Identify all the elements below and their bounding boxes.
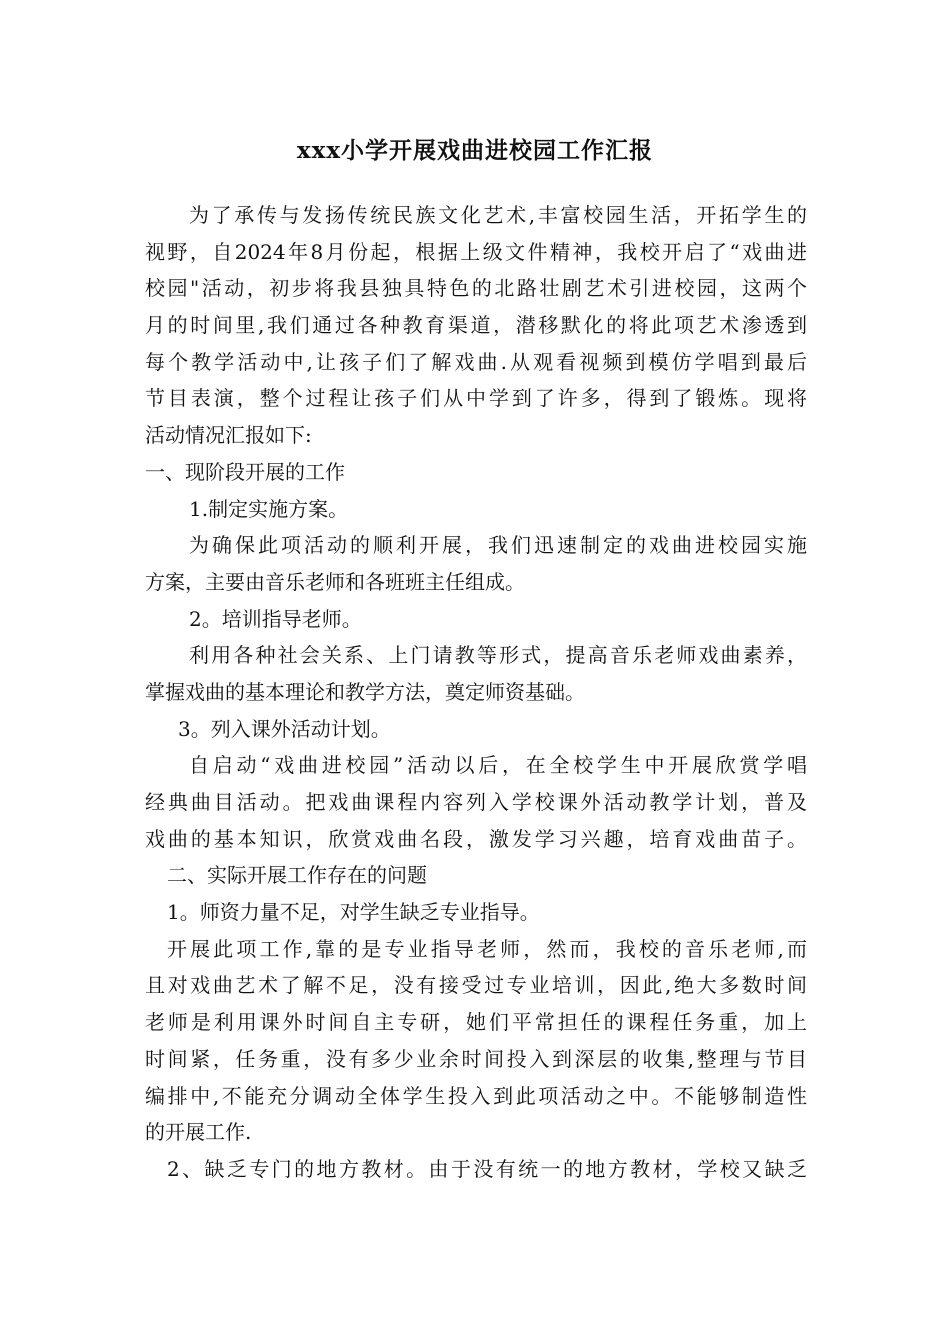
paragraph-line: 掌握戏曲的基本理论和教学方法，奠定师资基础。 [145,679,585,704]
paragraph-line: 节目表演，整个过程让孩子们从中学到了许多，得到了锻炼。现将 [145,386,807,411]
section-heading: 二、实际开展工作存在的问题 [167,863,427,888]
paragraph-line: 月的时间里,我们通过各种教育渠道，潜移默化的将此项艺术渗透到 [145,313,807,338]
paragraph-line: 校园"活动，初步将我县独具特色的北路壮剧艺术引进校园，这两个 [145,276,807,301]
paragraph-line: 利用各种社会关系、上门请教等形式，提高音乐老师戏曲素养， [189,643,807,668]
paragraph-line: 为了承传与发扬传统民族文化艺术,丰富校园生活，开拓学生的 [189,203,807,227]
paragraph-line: 2、缺乏专门的地方教材。由于没有统一的地方教材，学校又缺乏 [167,1156,807,1181]
paragraph-line: 的开展工作. [145,1120,252,1145]
paragraph-line: 戏曲的基本知识，欣赏戏曲名段，激发学习兴趣，培育戏曲苗子。 [145,826,807,851]
paragraph-line: 方案，主要由音乐老师和各班班主任组成。 [145,569,525,594]
paragraph-line: 开展此项工作,靠的是专业指导老师，然而，我校的音乐老师,而 [167,936,807,961]
subsection-heading: 1。师资力量不足，对学生缺乏专业指导。 [167,900,540,925]
paragraph-line: 活动情况汇报如下: [145,423,312,448]
paragraph-line: 且对戏曲艺术了解不足，没有接受过专业培训，因此,绝大多数时间 [145,973,807,998]
paragraph-line: 编排中,不能充分调动全体学生投入到此项活动之中。不能够制造性 [145,1083,807,1108]
paragraph-line: 老师是利用课外时间自主专研，她们平常担任的课程任务重，加上 [145,1010,807,1035]
paragraph-line: 时间紧，任务重，没有多少业余时间投入到深层的收集,整理与节目 [145,1046,807,1071]
section-heading: 一、现阶段开展的工作 [145,459,345,484]
document-body [145,197,807,1188]
paragraph-line: 视野，自2024年8月份起，根据上级文件精神，我校开启了“戏曲进 [145,239,807,264]
paragraph-line: 自启动“戏曲进校园”活动以后，在全校学生中开展欣赏学唱 [189,753,807,778]
paragraph-line: 为确保此项活动的顺利开展，我们迅速制定的戏曲进校园实施 [189,533,807,558]
subsection-heading: 3。列入课外活动计划。 [178,716,391,741]
document-title: xxx小学开展戏曲进校园工作汇报 [296,137,654,164]
subsection-heading: 2。培训指导老师。 [189,606,362,631]
paragraph-line: 每个教学活动中,让孩子们了解戏曲.从观看视频到模仿学唱到最后 [145,349,807,374]
paragraph-line: 经典曲目活动。把戏曲课程内容列入学校课外活动教学计划，普及 [145,790,807,814]
subsection-heading: 1.制定实施方案。 [189,496,349,521]
